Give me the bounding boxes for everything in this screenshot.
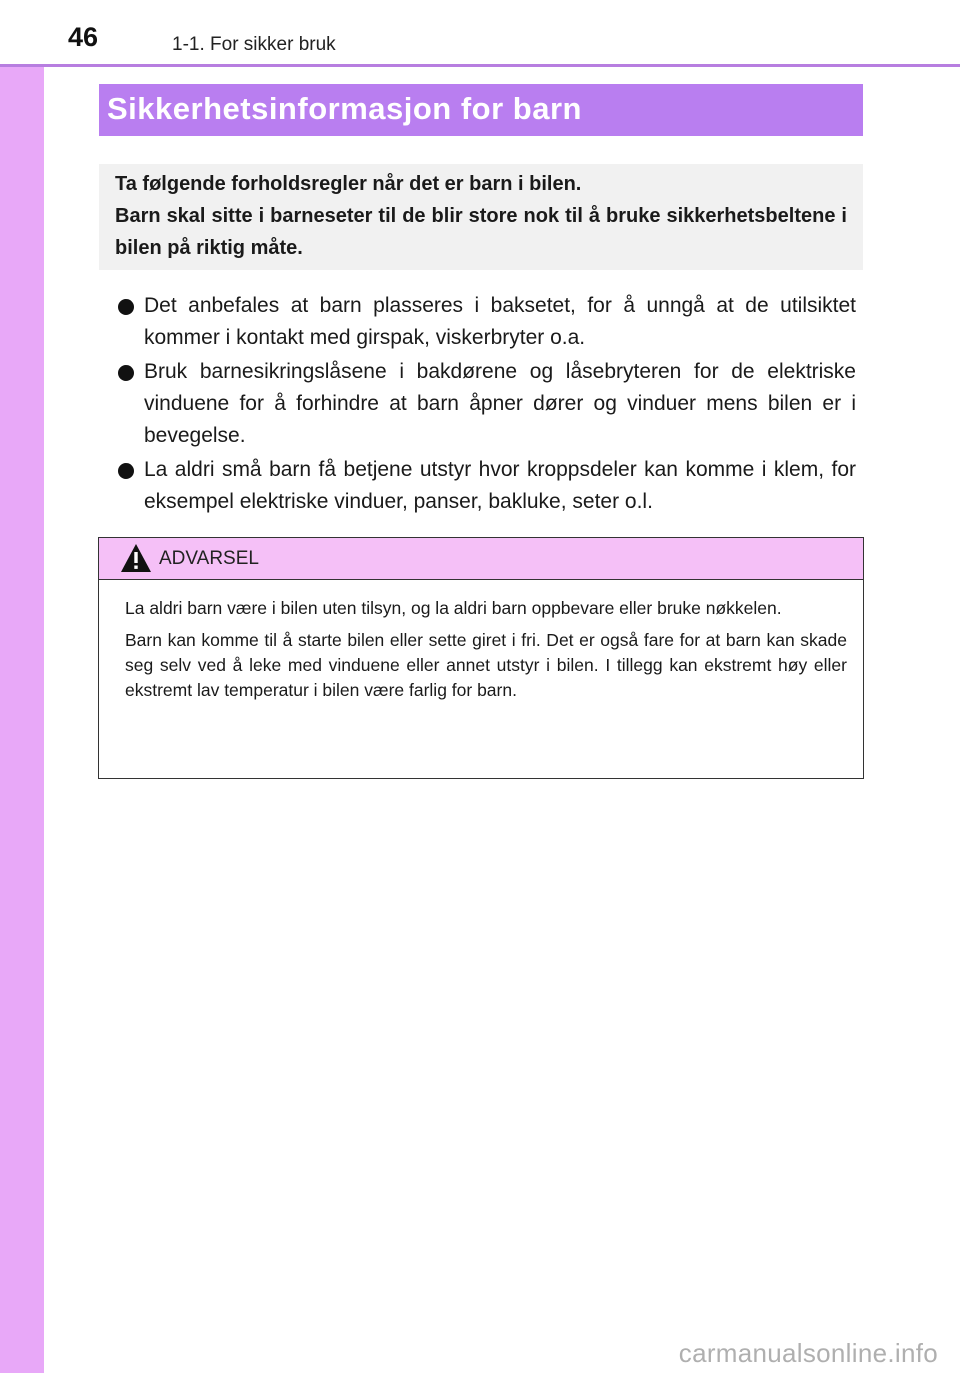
- intro-line-1: Ta følgende forholdsregler når det er barn i bilen.: [115, 173, 582, 195]
- section-title: Sikkerhetsinformasjon for barn: [107, 91, 582, 126]
- section-title-bar: [99, 84, 863, 136]
- side-color-strip: [0, 0, 44, 1373]
- warning-paragraph: La aldri barn være i bilen uten tilsyn, og la aldri barn oppbevare eller bruke nøkkelen.: [125, 598, 782, 618]
- section-reference: 1-1. For sikker bruk: [172, 34, 336, 55]
- warning-box: [98, 537, 864, 779]
- warning-body: [125, 596, 847, 710]
- warning-label: ADVARSEL: [159, 548, 259, 569]
- bullet-text: Bruk barnesikringslåsene i bakdørene og låsebryteren for de elektriske vinduene for å forhindre at barn åpner dører og vinduer mens bilen er i bevegelse.: [144, 360, 856, 447]
- intro-line-2: Barn skal sitte i barneseter til de blir store nok til å bruke sikkerhetsbeltene i bilen på riktig måte.: [115, 205, 847, 259]
- intro-text: [115, 168, 847, 264]
- warning-header: [99, 538, 863, 580]
- bullet-item: [120, 454, 856, 518]
- bullet-text: Det anbefales at barn plasseres i baksetet, for å unngå at de utilsiktet kommer i kontakt med girspak, viskerbryter o.a.: [144, 294, 856, 349]
- bullet-dot-icon: [118, 365, 134, 381]
- bullet-item: [120, 356, 856, 452]
- bullet-list: [120, 290, 856, 520]
- bullet-item: [120, 290, 856, 354]
- bullet-text: La aldri små barn få betjene utstyr hvor kroppsdeler kan komme i klem, for eksempel elektriske vinduer, panser, bakluke, seter o.l.: [144, 458, 856, 513]
- warning-triangle-icon: [119, 542, 153, 574]
- watermark: carmanualsonline.info: [678, 1338, 938, 1368]
- bullet-dot-icon: [118, 463, 134, 479]
- intro-box: [99, 164, 863, 270]
- bullet-dot-icon: [118, 299, 134, 315]
- page-header: [0, 0, 960, 66]
- page-number: 46: [68, 22, 99, 52]
- header-rule: [0, 64, 960, 67]
- warning-paragraph: Barn kan komme til å starte bilen eller sette giret i fri. Det er også fare for at barn kan skade seg selv ved å leke med vinduene eller annet utstyr i bilen. I tillegg kan ekstremt høy eller ekstremt lav temperatur i bilen være farlig for barn.: [125, 630, 847, 700]
